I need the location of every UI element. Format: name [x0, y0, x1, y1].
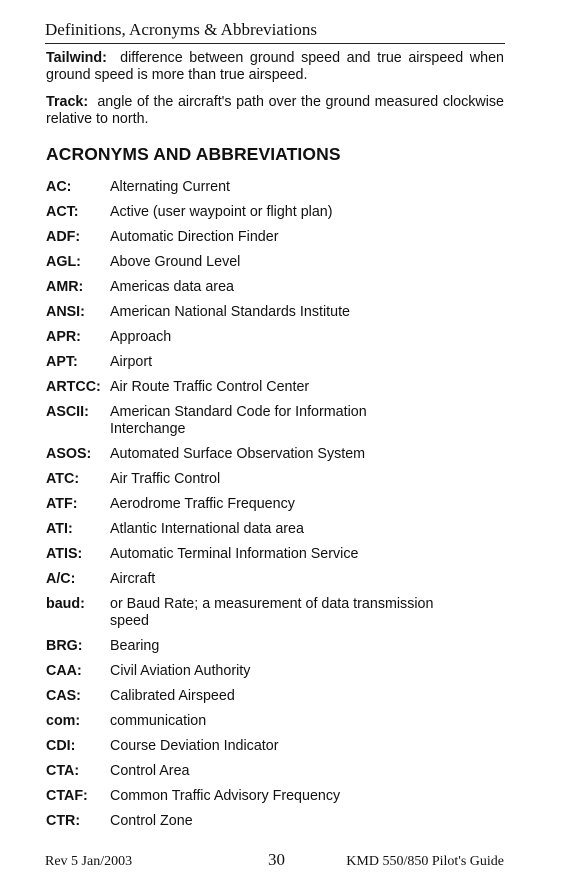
acronym-meaning: Control Area — [110, 763, 190, 779]
definition-text: difference between ground speed and true airspeed when ground speed is more than true airspeed. — [46, 50, 504, 83]
acronym-abbr: baud: — [46, 596, 85, 612]
acronym-abbr: CTAF: — [46, 788, 88, 804]
acronym-abbr: CAA: — [46, 663, 82, 679]
acronym-meaning: Approach — [110, 329, 172, 345]
acronym-meaning: Automated Surface Observation System — [110, 446, 366, 462]
acronym-meaning: Air Route Traffic Control Center — [110, 379, 310, 395]
acronym-meaning: Airport — [110, 354, 153, 370]
acronym-abbr: ACT: — [46, 204, 79, 220]
page-body — [46, 50, 504, 838]
acronym-row — [46, 354, 504, 371]
acronym-row — [46, 521, 504, 538]
acronym-row — [46, 596, 504, 630]
acronym-row — [46, 179, 504, 196]
acronym-meaning: Calibrated Airspeed — [110, 688, 235, 704]
acronym-abbr: CTA: — [46, 763, 80, 779]
acronym-row — [46, 571, 504, 588]
acronym-abbr: ATIS: — [46, 546, 83, 562]
acronym-meaning: American National Standards Institute — [110, 304, 350, 320]
acronym-abbr: ASCII: — [46, 404, 89, 420]
definition-term: Track: — [46, 94, 89, 110]
acronym-row — [46, 329, 504, 346]
definition-text: angle of the aircraft's path over the ground measured clockwise relative to north. — [46, 94, 504, 127]
acronym-row — [46, 788, 504, 805]
acronym-meaning: Alternating Current — [110, 179, 230, 195]
acronym-abbr: BRG: — [46, 638, 83, 654]
acronym-row — [46, 254, 504, 271]
acronym-row — [46, 546, 504, 563]
acronym-abbr: ARTCC: — [46, 379, 101, 395]
acronym-abbr: CAS: — [46, 688, 81, 704]
acronym-abbr: AGL: — [46, 254, 81, 270]
acronym-row — [46, 204, 504, 221]
page-number: 30 — [268, 850, 285, 869]
acronym-row — [46, 638, 504, 655]
acronym-meaning: Above Ground Level — [110, 254, 241, 270]
definition-tailwind — [46, 50, 504, 84]
acronym-abbr: ASOS: — [46, 446, 92, 462]
acronym-abbr: ATF: — [46, 496, 78, 512]
acronym-abbr: ADF: — [46, 229, 81, 245]
acronym-abbr: com: — [46, 713, 81, 729]
acronym-row — [46, 471, 504, 488]
acronym-row — [46, 688, 504, 705]
acronym-row — [46, 813, 504, 830]
acronym-row — [46, 279, 504, 296]
acronym-row — [46, 229, 504, 246]
acronym-abbr: CDI: — [46, 738, 76, 754]
acronym-meaning: Automatic Direction Finder — [110, 229, 279, 245]
acronym-abbr: APT: — [46, 354, 78, 370]
acronym-abbr: AMR: — [46, 279, 84, 295]
acronym-row — [46, 404, 504, 438]
footer-revision: Rev 5 Jan/2003 — [45, 854, 133, 869]
acronym-meaning: Aircraft — [110, 571, 156, 587]
acronym-abbr: ANSI: — [46, 304, 85, 320]
footer-guide-title: KMD 550/850 Pilot's Guide — [346, 854, 504, 869]
acronym-meaning: Automatic Terminal Information Service — [110, 546, 359, 562]
acronym-meaning: Course Deviation Indicator — [110, 738, 279, 754]
acronym-abbr: ATI: — [46, 521, 73, 537]
acronym-meaning: Americas data area — [110, 279, 234, 295]
acronym-meaning: Aerodrome Traffic Frequency — [110, 496, 295, 512]
acronym-abbr: ATC: — [46, 471, 80, 487]
acronym-meaning: Active (user waypoint or flight plan) — [110, 204, 333, 220]
acronym-meaning: Air Traffic Control — [110, 471, 221, 487]
acronym-meaning: American Standard Code for Information Interchange — [110, 404, 367, 437]
definition-track — [46, 94, 504, 128]
acronym-abbr: AC: — [46, 179, 72, 195]
acronym-abbr: APR: — [46, 329, 81, 345]
acronym-row — [46, 496, 504, 513]
acronym-abbr: A/C: — [46, 571, 76, 587]
acronym-row — [46, 713, 504, 730]
acronym-row — [46, 763, 504, 780]
acronym-abbr: CTR: — [46, 813, 81, 829]
acronym-meaning: Civil Aviation Authority — [110, 663, 251, 679]
acronym-list — [46, 179, 504, 830]
acronym-row — [46, 379, 504, 396]
acronym-meaning: Atlantic International data area — [110, 521, 304, 537]
acronym-meaning: or Baud Rate; a measurement of data transmission speed — [110, 596, 434, 629]
acronym-row — [46, 304, 504, 321]
acronym-meaning: Bearing — [110, 638, 160, 654]
acronym-row — [46, 738, 504, 755]
section-title: ACRONYMS AND ABBREVIATIONS — [46, 144, 341, 164]
acronym-meaning: Control Zone — [110, 813, 193, 829]
acronym-meaning: Common Traffic Advisory Frequency — [110, 788, 341, 804]
definition-term: Tailwind: — [46, 50, 107, 66]
acronym-row — [46, 663, 504, 680]
acronym-row — [46, 446, 504, 463]
acronym-meaning: communication — [110, 713, 207, 729]
page-header: Definitions, Acronyms & Abbreviations — [45, 18, 505, 44]
